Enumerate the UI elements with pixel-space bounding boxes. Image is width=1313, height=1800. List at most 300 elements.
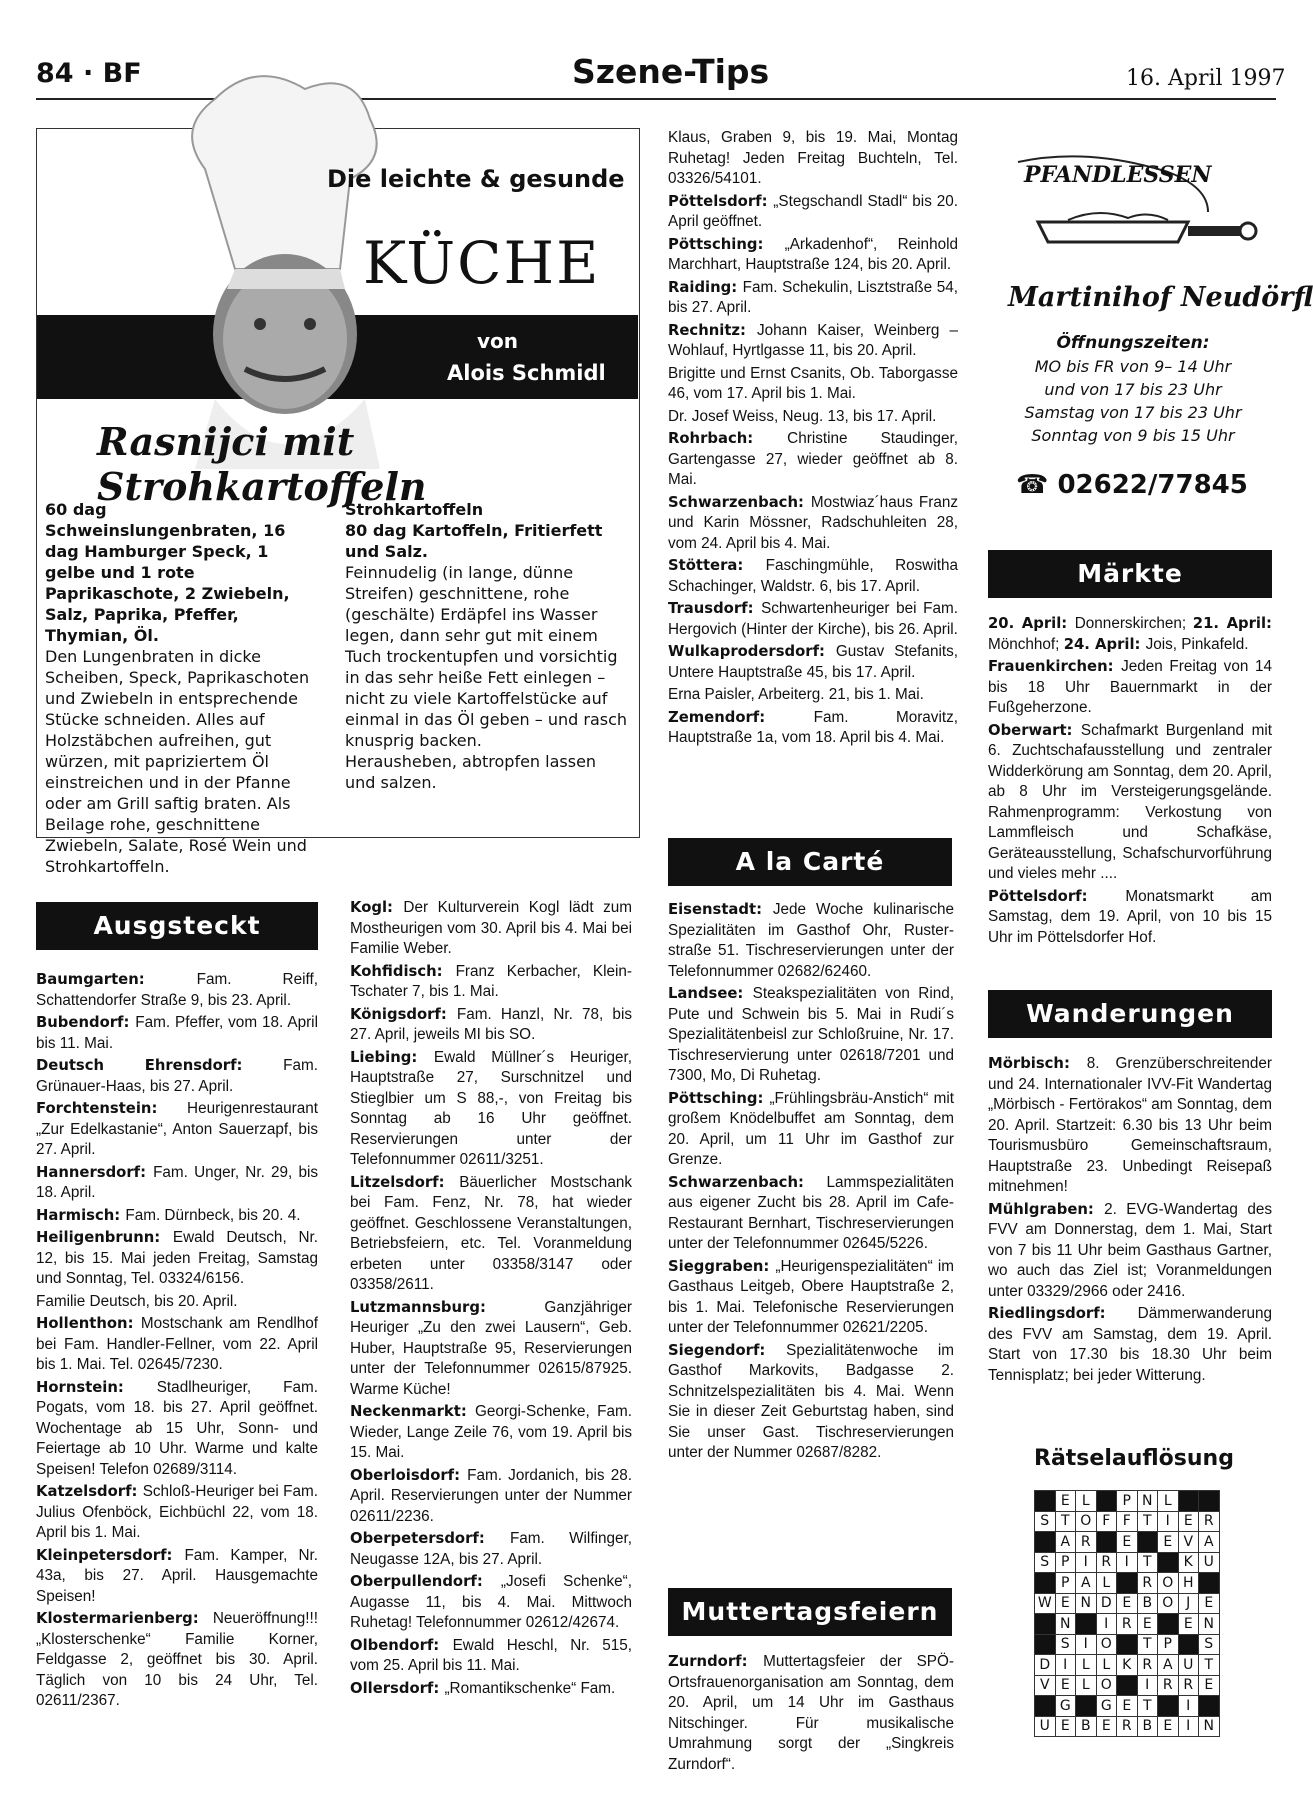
crossword-cell: K [1178, 1552, 1199, 1573]
list-item [668, 278, 958, 319]
entry-location: Klostermarienberg: [36, 1610, 213, 1627]
crossword-cell: B [1137, 1716, 1158, 1737]
entry-location: Stöttera: [668, 557, 766, 574]
entry-location: Zemendorf: [668, 708, 814, 726]
entry-location: Rechnitz: [668, 321, 757, 339]
crossword-cell [1158, 1696, 1179, 1717]
crossword-cell: V [1035, 1675, 1056, 1696]
alacarte-list [668, 900, 954, 1466]
list-item [350, 1298, 632, 1401]
issue-date: 16. April 1997 [1126, 66, 1286, 91]
list-item [36, 1546, 318, 1608]
crossword-cell: S [1199, 1634, 1220, 1655]
list-item [350, 898, 632, 960]
entry-location: Olbendorf: [350, 1636, 453, 1654]
entry-location: 24. April: [1063, 635, 1146, 653]
list-item [36, 1099, 318, 1161]
recipe-side-finish: Herausheben, abtropfen lassen und salzen. [345, 752, 597, 792]
crossword-cell: I [1178, 1696, 1199, 1717]
entry-location: Katzelsdorf: [36, 1483, 143, 1500]
entry-text: Klaus, Graben 9, bis 19. Mai, Montag Ruhetag! Jeden Freitag Buchteln, Tel. 03326/54101. [668, 129, 958, 187]
crossword-cell [1035, 1532, 1056, 1553]
crossword-cell: G [1096, 1696, 1117, 1717]
crossword-cell: L [1158, 1491, 1179, 1512]
crossword-cell: N [1076, 1593, 1097, 1614]
wanderungen-list [988, 1054, 1272, 1388]
maerkte-list [988, 614, 1272, 950]
crossword-row [1035, 1593, 1220, 1614]
entry-location: Ollersdorf: [350, 1679, 445, 1697]
crossword-cell: E [1199, 1593, 1220, 1614]
crossword-cell [1076, 1614, 1097, 1635]
crossword-cell [1137, 1532, 1158, 1553]
list-item [350, 1005, 632, 1046]
crossword-cell: A [1158, 1655, 1179, 1676]
entry-location: Schwarzenbach: [668, 493, 811, 511]
crossword-cell: I [1076, 1634, 1097, 1655]
entry-text: Fam. Wilfinger, Neugasse 12A, bis 27. April. [350, 1530, 632, 1568]
crossword-cell: I [1076, 1552, 1097, 1573]
crossword-cell: N [1199, 1716, 1220, 1737]
entry-location: 20. April: [988, 615, 1075, 632]
crossword-cell: P [1055, 1573, 1076, 1594]
list-item [36, 1482, 318, 1544]
entry-location: Pöttsching: [668, 1089, 770, 1107]
entry-text: Mostschank am Rendlhof bei Fam. Handler-Fellner, vom 22. April bis 1. Mai. Tel. 02645/7230. [36, 1315, 318, 1373]
crossword-cell [1035, 1573, 1056, 1594]
crossword-cell: I [1096, 1614, 1117, 1635]
list-item [350, 1048, 632, 1171]
entry-location: Kleinpetersdorf: [36, 1546, 185, 1564]
pfandlessen-ad [988, 132, 1313, 530]
list-item [668, 321, 958, 362]
list-item [668, 1173, 954, 1255]
entry-location: Mühlgraben: [988, 1200, 1105, 1218]
section-alacarte: A la Carté [668, 838, 952, 886]
entry-location: Forchtenstein: [36, 1100, 188, 1117]
section-title: Szene-Tips [572, 52, 770, 91]
entry-location: Zurndorf: [668, 1653, 764, 1670]
entry-text: Fam. Pfeffer, vom 18. April bis 11. Mai. [36, 1014, 318, 1052]
crossword-cell [1035, 1696, 1056, 1717]
crossword-cell [1117, 1675, 1138, 1696]
list-item [350, 962, 632, 1003]
entry-location: Litzelsdorf: [350, 1173, 460, 1191]
entry-location: Baumgarten: [36, 971, 197, 988]
entry-location: Bubendorf: [36, 1014, 136, 1031]
list-item [350, 1402, 632, 1464]
ad-phone [1016, 470, 1248, 500]
crossword-cell: J [1178, 1593, 1199, 1614]
list-item [36, 1314, 318, 1376]
entry-text: Der Kulturverein Kogl lädt zum Mostheurigen vom 30. April bis 4. Mai bei Familie Weber. [350, 899, 633, 957]
crossword-cell: P [1158, 1634, 1179, 1655]
entry-location: Rohrbach: [668, 430, 788, 447]
phone-icon: ☎ [1016, 470, 1058, 500]
entry-text: Brigitte und Ernst Csanits, Ob. Taborgasse 46, vom 17. April bis 1. Mai. [668, 364, 958, 402]
crossword-cell: T [1055, 1511, 1076, 1532]
heurigen-list-continued [350, 898, 632, 1701]
crossword-cell: E [1055, 1675, 1076, 1696]
crossword-cell: T [1137, 1634, 1158, 1655]
entry-location: Raiding: [668, 278, 743, 296]
list-item [668, 708, 958, 749]
recipe-author: Alois Schmidl [447, 361, 606, 385]
recipe-right-column [345, 499, 631, 793]
list-item [668, 900, 954, 982]
entry-location: Kogl: [350, 899, 404, 916]
recipe-von: von [477, 329, 519, 353]
entry-location: Lutzmannsburg: [350, 1298, 545, 1316]
crossword-cell: T [1137, 1696, 1158, 1717]
entry-location: Frauenkirchen: [988, 658, 1122, 675]
crossword-cell: U [1178, 1655, 1199, 1676]
list-item [36, 1378, 318, 1481]
crossword-cell: K [1117, 1655, 1138, 1676]
entry-location: Heiligenbrunn: [36, 1229, 173, 1246]
crossword-cell: L [1096, 1655, 1117, 1676]
crossword-cell [1199, 1573, 1220, 1594]
entry-text: Christine Staudinger, Gartengasse 27, wieder geöffnet ab 8. Mai. [668, 430, 958, 488]
crossword-cell: O [1158, 1593, 1179, 1614]
entry-text: Schafmarkt Burgenland mit 6. Zuchtschafausstellung und zentraler Widderkörung am Sonntag, dem 20. April, ab 8 Uhr im Versteigerungsgelände. Rahmenprogramm: Verkostung von Lammfleisch und Schafkäse, Geräteausstellung, Schafschurvorführung und vieles mehr .... [988, 721, 1272, 882]
crossword-cell: P [1055, 1552, 1076, 1573]
ad-hours-line: Samstag von 17 bis 23 Uhr [1024, 403, 1242, 422]
entry-text: Dr. Josef Weiss, Neug. 13, bis 17. April. [668, 407, 937, 425]
recipe-kueche: KÜCHE [363, 229, 601, 297]
crossword-cell [1158, 1552, 1179, 1573]
entry-text: „Arkadenhof“, Reinhold Marchhart, Hauptstraße 124, bis 20. April. [668, 235, 958, 273]
list-item [668, 685, 958, 706]
entry-text: Heurigenrestaurant „Zur Edelkastanie“, Anton Sauerzapf, bis 27. April. [36, 1100, 318, 1158]
list-item [668, 407, 958, 428]
entry-location: Landsee: [668, 985, 753, 1002]
entry-location: Pöttelsdorf: [668, 192, 774, 210]
list-item [668, 1652, 954, 1775]
entry-text: Ganzjähriger Heuriger „Zu den zwei Lausern“, Geb. Huber, Hauptstraße 95, Reservierungen unter der Telefonnummer 02615/87925. Warme Küche! [350, 1298, 632, 1398]
crossword-cell: R [1117, 1716, 1138, 1737]
crossword-cell [1199, 1696, 1220, 1717]
recipe-side-instructions: Feinnudelig (in lange, dünne Streifen) geschnittene, rohe (geschälte) Erdäpfel ins Wasser legen, dann sehr gut mit einem Tuch trockentupfen und vorsichtig in das sehr heiße Fett einlegen – nicht zu viele Kartoffelstücke auf einmal in das Öl geben – und rasch knusprig backen. [345, 563, 628, 750]
crossword-cell: E [1158, 1532, 1179, 1553]
crossword-cell: L [1076, 1675, 1097, 1696]
crossword-cell: E [1055, 1491, 1076, 1512]
list-item [988, 1304, 1272, 1386]
recipe-title: Rasnijci mit Strohkartoffeln [97, 419, 427, 509]
entry-location: Neckenmarkt: [350, 1403, 475, 1420]
list-item [988, 1200, 1272, 1303]
crossword-row [1035, 1675, 1220, 1696]
recipe-box [36, 128, 640, 876]
crossword-cell: B [1076, 1716, 1097, 1737]
entry-text: Monatsmarkt am Samstag, dem 19. April, von 10 bis 15 Uhr im Pöttelsdorfer Hof. [988, 887, 1273, 946]
entry-location: Pöttelsdorf: [988, 887, 1126, 905]
crossword-row [1035, 1491, 1220, 1512]
section-muttertagsfeiern: Muttertagsfeiern [668, 1588, 952, 1636]
entry-location: 21. April: [1192, 615, 1272, 632]
list-item [36, 1292, 318, 1313]
entry-location: Königsdorf: [350, 1005, 457, 1023]
crossword-cell: V [1178, 1532, 1199, 1553]
ad-hours-line: MO bis FR von 9– 14 Uhr [1034, 357, 1232, 376]
entry-text: Fam. Schekulin, Lisztstraße 54, bis 27. April. [668, 278, 958, 316]
list-item [988, 887, 1272, 949]
crossword-cell: R [1178, 1675, 1199, 1696]
crossword-cell: I [1178, 1716, 1199, 1737]
section-ausgsteckt: Ausgsteckt [36, 902, 318, 950]
entry-location: Oberwart: [988, 721, 1081, 739]
crossword-row [1035, 1614, 1220, 1635]
recipe-side-ingredients: 80 dag Kartoffeln, Fritierfett und Salz. [345, 521, 603, 561]
crossword-cell: R [1137, 1573, 1158, 1594]
entry-text: Mönchhof; [988, 635, 1064, 653]
crossword-row [1035, 1634, 1220, 1655]
recipe-instructions: Den Lungenbraten in dicke Scheiben, Speck, Paprikaschoten und Zwiebeln in entsprechende Stücke schneiden. Alles auf Holzstäbchen aufreihen, gut würzen, mit papriziertem Öl einstreichen und in der Pfanne oder am Grill saftig braten. Als Beilage rohe, geschnittene Zwiebeln, Salate, Rosé Wein und Strohkartoffeln. [45, 647, 310, 876]
entry-text: „Josefi Schenke“, Augasse 11, bis 4. Mai. Mittwoch Ruhetag! Telefonnummer 02612/42674. [350, 1573, 632, 1631]
crossword-cell [1178, 1491, 1199, 1512]
crossword-cell: S [1035, 1552, 1056, 1573]
ad-hours-title: Öffnungszeiten: [1056, 333, 1210, 353]
list-item [668, 235, 958, 276]
entry-text: Georgi-Schenke, Fam. Wieder, Lange Zeile 76, vom 19. April bis 15. Mai. [350, 1403, 632, 1461]
crossword-cell: L [1076, 1491, 1097, 1512]
entry-text: „Stegschandl Stadl“ bis 20. April geöffnet. [668, 192, 958, 230]
recipe-ingredients: 60 dag Schweinslungenbraten, 16 dag Hamburger Speck, 1 gelbe und 1 rote Paprikaschote, 2 Zwiebeln, Salz, Paprika, Pfeffer, Thymian, Öl. [45, 500, 290, 645]
section-maerkte: Märkte [988, 550, 1272, 598]
list-item [36, 1013, 318, 1054]
crossword-cell: E [1158, 1716, 1179, 1737]
entry-text: „Frühlingsbräu-Anstich“ mit großem Knödelbuffet am Sonntag, dem 20. April, um 11 Uhr im Gasthof zur Grenze. [668, 1089, 954, 1168]
crossword-cell [1076, 1696, 1097, 1717]
entry-location: Siegendorf: [668, 1341, 787, 1359]
crossword-cell: R [1137, 1655, 1158, 1676]
entry-text: Neueröffnung!!! „Klosterschenke“ Familie Korner, Feldgasse 2, geöffnet bis 30. April. Täglich von 10 bis 24 Uhr, Tel. 02611/2367. [36, 1610, 318, 1709]
list-item [36, 1228, 318, 1290]
entry-text: Erna Paisler, Arbeiterg. 21, bis 1. Mai. [668, 686, 924, 703]
crossword-cell: E [1117, 1696, 1138, 1717]
crossword-cell: E [1199, 1675, 1220, 1696]
crossword-cell: F [1117, 1511, 1138, 1532]
crossword-cell: A [1055, 1532, 1076, 1553]
crossword-cell: R [1076, 1532, 1097, 1553]
entry-text: Schwartenheuriger bei Fam. Hergovich (Hinter der Kirche), bis 26. April. [668, 600, 959, 638]
crossword-cell: N [1199, 1614, 1220, 1635]
list-item [36, 1163, 318, 1204]
crossword-cell [1117, 1634, 1138, 1655]
crossword-cell: D [1035, 1655, 1056, 1676]
entry-text: Fam. Hanzl, Nr. 78, bis 27. April, jeweils MI bis SO. [350, 1005, 632, 1043]
crossword-cell: H [1178, 1573, 1199, 1594]
crossword-cell: I [1158, 1511, 1179, 1532]
crossword-row [1035, 1532, 1220, 1553]
crossword-cell: S [1055, 1634, 1076, 1655]
list-item [668, 364, 958, 405]
ad-hours-line: und von 17 bis 23 Uhr [1044, 380, 1222, 399]
ad-hours-line: Sonntag von 9 bis 15 Uhr [1031, 426, 1235, 445]
entry-text: Ewald Müllner´s Heuriger, Hauptstraße 27, Surschnitzel und Stieglbier um S 88,-, von Freitag bis Sonntag ab 16 Uhr geöffnet. Reservierungen unter der Telefonnummer 02611/3251. [350, 1048, 632, 1168]
crossword-cell [1178, 1634, 1199, 1655]
entry-text: Steakspezialitäten von Rind, Pute und Schwein bis 5. Mai in Rudi´s Spezialitätenbeisl zur Schloßruine, Nr. 17. Tischreservierung unter 02618/7201 und 7300, Mo, Di Ruhetag. [668, 985, 954, 1084]
ad-restaurant-name: Martinihof Neudörfl [1008, 282, 1313, 313]
entry-text: 2. EVG-Wandertag des FVV am Donnerstag, dem 1. Mai, Start von 7 bis 11 Uhr beim Gasthaus Gartner, wo auch das Ziel ist; Voranmeldungen unter 03329/2966 oder 2416. [988, 1200, 1272, 1300]
entry-text: Jede Woche kulinarische Spezialitäten im Gasthof Ohr, Ruster-straße 51. Tischreservierungen unter der Telefonnummer 02682/62460. [668, 901, 954, 980]
entry-location: Hollenthon: [36, 1315, 141, 1332]
crossword-cell: E [1055, 1593, 1076, 1614]
list-item [350, 1679, 632, 1700]
entry-location: Hannersdorf: [36, 1163, 154, 1181]
crossword-cell: F [1096, 1511, 1117, 1532]
entry-location: Liebing: [350, 1048, 434, 1066]
crossword-cell: O [1076, 1511, 1097, 1532]
crossword-cell: O [1096, 1634, 1117, 1655]
entry-text: Familie Deutsch, bis 20. April. [36, 1292, 238, 1310]
entry-text: Lammspezialitäten aus eigener Zucht bis 28. April im Cafe-Restaurant Bernhart, Tischreservierungen unter der Telefonnummer 02645/5226. [668, 1173, 954, 1252]
crossword-cell [1117, 1573, 1138, 1594]
crossword-cell: L [1096, 1573, 1117, 1594]
entry-text: Dämmerwanderung des FVV am Samstag, dem 19. April. Start von 17.30 bis 18.30 Uhr beim Tennisplatz; bei jeder Witterung. [988, 1305, 1272, 1384]
crossword-cell: B [1137, 1593, 1158, 1614]
entry-location: Harmisch: [36, 1206, 126, 1224]
crossword-cell [1035, 1491, 1056, 1512]
crossword-cell: R [1158, 1675, 1179, 1696]
crossword-cell: I [1117, 1552, 1138, 1573]
crossword-cell [1096, 1532, 1117, 1553]
crossword-row [1035, 1573, 1220, 1594]
crossword-cell: E [1096, 1716, 1117, 1737]
entry-text: Fam. Reiff, Schattendorfer Straße 9, bis 23. April. [36, 971, 318, 1009]
crossword-cell: E [1178, 1614, 1199, 1635]
crossword-cell: R [1117, 1614, 1138, 1635]
crossword-cell: W [1035, 1593, 1056, 1614]
list-item [668, 1257, 954, 1339]
entry-location: Riedlingsdorf: [988, 1305, 1138, 1322]
entry-location: Oberloisdorf: [350, 1466, 468, 1484]
list-item [668, 493, 958, 555]
entry-location: Trausdorf: [668, 600, 762, 617]
crossword-cell: E [1137, 1614, 1158, 1635]
entry-text: Ewald Heschl, Nr. 515, vom 25. April bis 11. Mai. [350, 1636, 632, 1674]
crossword-cell: S [1035, 1511, 1056, 1532]
list-item [350, 1572, 632, 1634]
list-item [988, 1054, 1272, 1198]
entry-location: Wulkaprodersdorf: [668, 643, 836, 660]
crossword-cell: D [1096, 1593, 1117, 1614]
crossword-cell: N [1055, 1614, 1076, 1635]
entry-location: Eisenstadt: [668, 901, 773, 918]
crossword-cell [1035, 1634, 1056, 1655]
crossword-row [1035, 1696, 1220, 1717]
entry-location: Schwarzenbach: [668, 1173, 827, 1191]
list-item [668, 984, 954, 1087]
list-item [668, 1341, 954, 1464]
list-item [988, 614, 1272, 655]
crossword-cell [1096, 1491, 1117, 1512]
crossword-cell: E [1178, 1511, 1199, 1532]
crossword-cell: U [1035, 1716, 1056, 1737]
crossword-cell: A [1199, 1532, 1220, 1553]
crossword-cell: L [1076, 1655, 1097, 1676]
recipe-tagline: Die leichte & gesunde [327, 165, 625, 193]
entry-text: Jeden Freitag von 14 bis 18 Uhr Bauernmarkt in der Fußgeherzone. [988, 658, 1273, 716]
crossword-cell: I [1055, 1655, 1076, 1676]
entry-location: Deutsch Ehrensdorf: [36, 1057, 284, 1074]
crossword-cell: R [1096, 1552, 1117, 1573]
crossword-cell: R [1199, 1511, 1220, 1532]
entry-location: Oberpetersdorf: [350, 1530, 510, 1547]
crossword-cell: G [1055, 1696, 1076, 1717]
entry-location: Oberpullendorf: [350, 1573, 501, 1590]
entry-text: Franz Kerbacher, Klein-Tschater 7, bis 1. Mai. [350, 962, 632, 1000]
entry-text: Ewald Deutsch, Nr. 12, bis 15. Mai jeden Freitag, Samstag und Sonntag, Tel. 03324/6156. [36, 1229, 319, 1287]
ad-hours [988, 332, 1278, 447]
list-item [668, 642, 958, 683]
list-item [36, 1609, 318, 1712]
entry-text: Fam. Jordanich, bis 28. April. Reservierungen unter der Nummer 02611/2236. [350, 1466, 632, 1525]
entry-text: Faschingmühle, Roswitha Schachinger, Waldstr. 6, bis 17. April. [668, 557, 958, 595]
list-item [36, 1206, 318, 1227]
entry-text: „Heurigenspezialitäten“ im Gasthaus Leitgeb, Obere Hauptstraße 2, bis 1. Mai. Telefonische Reservierungen unter der Telefonnummer 02621/2205. [668, 1257, 954, 1336]
entry-location: Hornstein: [36, 1378, 157, 1396]
list-item [668, 429, 958, 491]
ad-phone-number: 02622/77845 [1057, 470, 1248, 500]
crossword-cell: T [1199, 1655, 1220, 1676]
entry-text: Fam. Dürnbeck, bis 20. 4. [125, 1206, 301, 1224]
crossword-cell: I [1137, 1675, 1158, 1696]
crossword-cell: E [1055, 1716, 1076, 1737]
recipe-side-heading: Strohkartoffeln [345, 500, 484, 519]
entry-text: Fam. Moravitz, Hauptstraße 1a, vom 18. April bis 4. Mai. [668, 708, 958, 746]
list-item [668, 1089, 954, 1171]
crossword-cell: A [1076, 1573, 1097, 1594]
entry-text: Stadlheuriger, Fam. Pogats, vom 18. bis 27. April geöffnet. Wochentage ab 15 Uhr, Sonn- und Feiertage ab 10 Uhr. Warme und kalte Speisen! Telefon 02689/3114. [36, 1378, 318, 1478]
crossword-cell: U [1199, 1552, 1220, 1573]
crossword-cell: O [1096, 1675, 1117, 1696]
list-item [988, 721, 1272, 885]
entry-text: Fam. Kamper, Nr. 43a, bis 27. April. Hausgemachte Speisen! [36, 1546, 318, 1605]
crossword-grid [1034, 1490, 1220, 1737]
section-wanderungen: Wanderungen [988, 990, 1272, 1038]
recipe-left-column [45, 499, 319, 877]
crossword-cell: E [1117, 1532, 1138, 1553]
crossword-row [1035, 1716, 1220, 1737]
list-item [668, 599, 958, 640]
crossword-cell: T [1137, 1552, 1158, 1573]
entry-text: Jois, Pinkafeld. [1145, 635, 1249, 653]
crossword-row [1035, 1552, 1220, 1573]
entry-text: Schloß-Heuriger bei Fam. Julius Ofenböck, Eichbüchl 22, vom 18. April bis 1. Mai. [36, 1483, 318, 1541]
list-item [350, 1636, 632, 1677]
page-number: 84 · BF [36, 58, 142, 89]
crossword-cell: T [1137, 1511, 1158, 1532]
entry-text: Donnerskirchen; [1074, 615, 1193, 632]
list-item [36, 1056, 318, 1097]
entry-text: Gustav Stefanits, Untere Hauptstraße 45, bis 17. April. [668, 643, 958, 681]
crossword-cell [1158, 1614, 1179, 1635]
list-item [988, 657, 1272, 719]
crossword-row [1035, 1655, 1220, 1676]
list-item [668, 128, 958, 190]
entry-location: Kohfidisch: [350, 962, 456, 980]
entry-text: „Romantikschenke“ Fam. [444, 1679, 616, 1697]
entry-location: Sieggraben: [668, 1257, 776, 1275]
crossword-cell [1199, 1491, 1220, 1512]
ausgsteckt-list [36, 970, 318, 1714]
entry-text: Johann Kaiser, Weinberg – Wohlauf, Hyrtlgasse 11, bis 20. April. [668, 321, 958, 359]
entry-text: Fam. Grünauer-Haas, bis 27. April. [36, 1057, 318, 1095]
list-item [350, 1173, 632, 1296]
entry-text: Fam. Unger, Nr. 29, bis 18. April. [36, 1163, 319, 1201]
entry-text: 8. Grenzüberschreitender und 24. Internationaler IVV-Fit Wandertag „Mörbisch - Fertörakos“ am Sonntag, dem 20. April. Startzeit: 6.30 bis 13 Uhr beim Tourismusbüro Gemeinschaftsraum, Hauptstraße 23. Unbedingt Reisepaß mitnehmen! [988, 1055, 1272, 1195]
